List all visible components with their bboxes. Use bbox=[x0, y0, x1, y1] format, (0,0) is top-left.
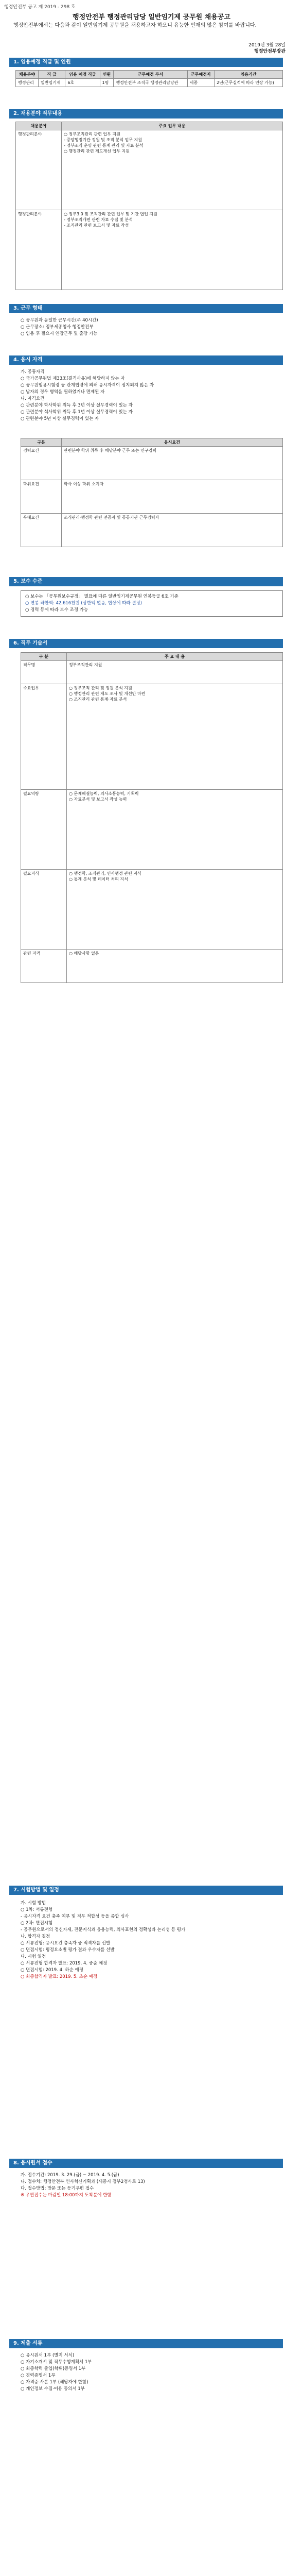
text-line: ○ 경력증명서 1부 bbox=[21, 2373, 56, 2378]
salary-box bbox=[21, 590, 283, 617]
text-line: ○ 서류전형: 응시요건 충족자 중 적격자를 선발 bbox=[21, 1941, 111, 1946]
text-line: ○ 서류전형 합격자 발표: 2019. 4. 중순 예정 bbox=[21, 1961, 108, 1966]
table-cell: 행정안전부 조직국 행정관리담당관 bbox=[114, 79, 187, 87]
section-9-body bbox=[21, 2352, 284, 2393]
table-cell: 일반임기제 bbox=[38, 79, 65, 87]
job-description-table bbox=[21, 652, 283, 983]
table-cell: ○ 행정학, 조직관리, 인사행정 관련 지식 ○ 통계 분석 및 데이터 처리 지식 bbox=[67, 870, 283, 950]
table-cell: 관련 자격 bbox=[21, 950, 67, 983]
table-cell: 필요지식 bbox=[21, 870, 67, 950]
text-line: ○ 응시원서 1부 (별지 서식) bbox=[21, 2353, 75, 2358]
table-cell: 학위요건 bbox=[21, 480, 62, 514]
duties-table bbox=[15, 122, 283, 290]
text-line: 나. 접수처: 행정안전부 인사혁신기획과 (세종시 정부2청사로 13) bbox=[21, 2179, 145, 2184]
section-6-heading: 6. 직무 기술서 bbox=[9, 639, 283, 648]
text-line: 다. 접수방법: 방문 또는 등기우편 접수 bbox=[21, 2186, 94, 2191]
table-header: 임용 예정 직급 bbox=[65, 71, 100, 79]
table-cell: 6호 bbox=[65, 79, 100, 87]
text-line: ○ 남자의 경우 병역을 필하였거나 면제된 자 bbox=[21, 389, 105, 395]
text-line: ○ 자기소개서 및 직무수행계획서 1부 bbox=[21, 2360, 92, 2365]
positions-table bbox=[15, 70, 283, 87]
text-line: ○ 국가공무원법 제33조(결격사유)에 해당하지 않는 자 bbox=[21, 376, 125, 381]
text-line: 가. 공통자격 bbox=[21, 369, 45, 375]
table-header: 응시요건 bbox=[62, 438, 283, 447]
page-title: 행정안전부 행정관리담당 일반임기제 공무원 채용공고 bbox=[73, 13, 230, 21]
text-line: ○ 개인정보 수집·이용 동의서 1부 bbox=[21, 2386, 85, 2392]
section-1-heading: 1. 임용예정 직급 및 인원 bbox=[9, 58, 283, 67]
text-line: ○ 공무원임용시험령 등 관계법령에 의해 응시자격이 정지되지 않은 자 bbox=[21, 383, 154, 388]
section-7-body bbox=[21, 1900, 284, 1980]
section-8-heading: 8. 응시원서 접수 bbox=[9, 2159, 283, 2168]
text-line: - 공무원으로서의 정신자세, 전문지식과 응용능력, 의사표현의 정확성과 논리성 등 평가 bbox=[21, 1927, 186, 1933]
table-cell: ○ 정부3.0 및 조직관리 관련 업무 및 기관 협업 지원 - 정부조직개편 관련 자료 수집 및 분석 - 조직관리 관련 보고서 및 자료 작성 bbox=[62, 210, 283, 290]
text-line: ○ 면접시험: 2019. 4. 하순 예정 bbox=[21, 1968, 83, 1973]
text-line: 가. 접수기간: 2019. 3. 29.(금) ~ 2019. 4. 5.(금) bbox=[21, 2173, 119, 2178]
table-cell: 주요업무 bbox=[21, 684, 67, 790]
table-cell: 행정관리 bbox=[16, 79, 39, 87]
text-line: ○ 관련분야 석사학위 취득 후 1년 이상 실무경력이 있는 자 bbox=[21, 410, 133, 415]
text-line: 나. 합격자 결정 bbox=[21, 1934, 50, 1939]
table-cell: 경력요건 bbox=[21, 447, 62, 480]
qualification-table bbox=[21, 438, 283, 547]
text-line: ○ 최종학력 졸업(학위)증명서 1부 bbox=[21, 2366, 86, 2371]
section-5-heading: 5. 보수 수준 bbox=[9, 577, 283, 586]
issuer: 행정안전부장관 bbox=[254, 49, 286, 54]
table-cell: ○ 문제해결능력, 의사소통능력, 기획력 ○ 자료분석 및 보고서 작성 능력 bbox=[67, 790, 283, 870]
text-line: ○ 면접시험: 평정요소별 평가 결과 우수자를 선발 bbox=[21, 1947, 115, 1953]
text-line: ○ 경력 등에 따라 보수 조정 가능 bbox=[25, 607, 88, 613]
section-9-heading: 9. 제출 서류 bbox=[9, 2339, 283, 2348]
text-line: ○ 공무원과 동일한 근무시간(주 40시간) bbox=[21, 318, 98, 323]
table-cell: ○ 정부조직 관리 및 정원 분석 지원 ○ 행정관리 관련 제도 조사 및 개선안 마련 ○ 조직관리 관련 통계·자료 분석 bbox=[67, 684, 283, 790]
text-line: 가. 시험 방법 bbox=[21, 1901, 46, 1906]
intro-text: 행정안전부에서는 다음과 같이 일반임기제 공무원을 채용하고자 하오니 유능한 인재의 많은 참여를 바랍니다. bbox=[13, 23, 257, 28]
section-3-body bbox=[21, 317, 284, 337]
table-header: 근무예정 부서 bbox=[114, 71, 187, 79]
text-line: ○ 1차: 서류전형 bbox=[21, 1907, 53, 1912]
table-header: 임용기간 bbox=[215, 71, 283, 79]
table-header: 주 요 내 용 bbox=[67, 653, 283, 661]
text-line: ○ 2차: 면접시험 bbox=[21, 1921, 53, 1926]
text-line: ○ 자격증 사본 1부 (해당자에 한함) bbox=[21, 2380, 88, 2385]
table-header: 구분 bbox=[21, 438, 62, 447]
section-8-body bbox=[21, 2172, 284, 2199]
text-line: ※ 우편접수는 마감일 18:00까지 도착분에 한함 bbox=[21, 2193, 112, 2198]
table-header: 구 분 bbox=[21, 653, 67, 661]
table-header: 인원 bbox=[100, 71, 114, 79]
section-2-heading: 2. 채용분야 직무내용 bbox=[9, 109, 283, 118]
section-3-heading: 3. 근무 형태 bbox=[9, 304, 283, 313]
table-cell: ○ 정부조직관리 관련 업무 지원 - 중앙행정기관 정원 및 조직 분석 업무 지원 - 정부조직 운영 관련 통계 관리 및 자료 분석 ○ 행정관리 관련 제도개선 업무 지원 bbox=[62, 130, 283, 210]
text-line: ○ 근무장소: 정부세종청사 행정안전부 bbox=[21, 325, 94, 330]
text-line: ○ 관련분야 학사학위 취득 후 3년 이상 실무경력이 있는 자 bbox=[21, 403, 133, 408]
table-cell: 정부조직관리 지원 bbox=[67, 661, 283, 684]
table-cell: 행정관리분야 bbox=[16, 130, 62, 210]
date-block bbox=[248, 42, 286, 55]
text-line: 다. 시험 일정 bbox=[21, 1954, 46, 1959]
text-line: ○ 연봉 하한액: 42,616천원 (상한액 없음, 협상에 따라 결정) bbox=[25, 601, 142, 606]
table-cell: ○ 해당사항 없음 bbox=[67, 950, 283, 983]
text-line: ○ 관련분야 5년 이상 실무경력이 있는 자 bbox=[21, 416, 99, 421]
table-cell: 세종 bbox=[187, 79, 214, 87]
table-cell: 2년(근무실적에 따라 연장 가능) bbox=[215, 79, 283, 87]
announcement-date: 2019년 3월 28일 bbox=[248, 43, 286, 48]
announcement-number: 행정안전부 공고 제 2019 - 298 호 bbox=[4, 5, 76, 10]
section-4-heading: 4. 응시 자격 bbox=[9, 355, 283, 365]
table-cell: 행정관리분야 bbox=[16, 210, 62, 290]
table-cell: 직무명 bbox=[21, 661, 67, 684]
section-7-heading: 7. 시험방법 및 일정 bbox=[9, 1886, 283, 1895]
section-4-body bbox=[21, 369, 284, 422]
table-cell: 필요역량 bbox=[21, 790, 67, 870]
text-line: - 응시자격 요건 충족 여부 및 직무 적합성 등을 종합 심사 bbox=[21, 1914, 129, 1919]
table-cell: 1명 bbox=[100, 79, 114, 87]
table-header: 주요 업무 내용 bbox=[62, 122, 283, 130]
table-cell: 조직관리·행정학 관련 전공자 및 공공기관 근무경력자 bbox=[62, 514, 283, 547]
text-line: ○ 최종합격자 발표: 2019. 5. 초순 예정 bbox=[21, 1974, 98, 1979]
table-header: 직 급 bbox=[38, 71, 65, 79]
text-line: ○ 임용 후 필요시 연장근무 및 출장 가능 bbox=[21, 331, 98, 336]
text-line: 나. 자격요건 bbox=[21, 396, 45, 401]
table-cell: 학사 이상 학위 소지자 bbox=[62, 480, 283, 514]
table-header: 채용분야 bbox=[16, 71, 39, 79]
table-cell: 관련분야 학위 취득 후 해당분야 근무 또는 연구경력 bbox=[62, 447, 283, 480]
text-line: ○ 보수는 「공무원보수규정」 별표에 따른 일반임기제공무원 연봉등급 6호 기준 bbox=[25, 594, 179, 599]
table-cell: 우대요건 bbox=[21, 514, 62, 547]
table-header: 근무예정지 bbox=[187, 71, 214, 79]
table-header: 채용분야 bbox=[16, 122, 62, 130]
